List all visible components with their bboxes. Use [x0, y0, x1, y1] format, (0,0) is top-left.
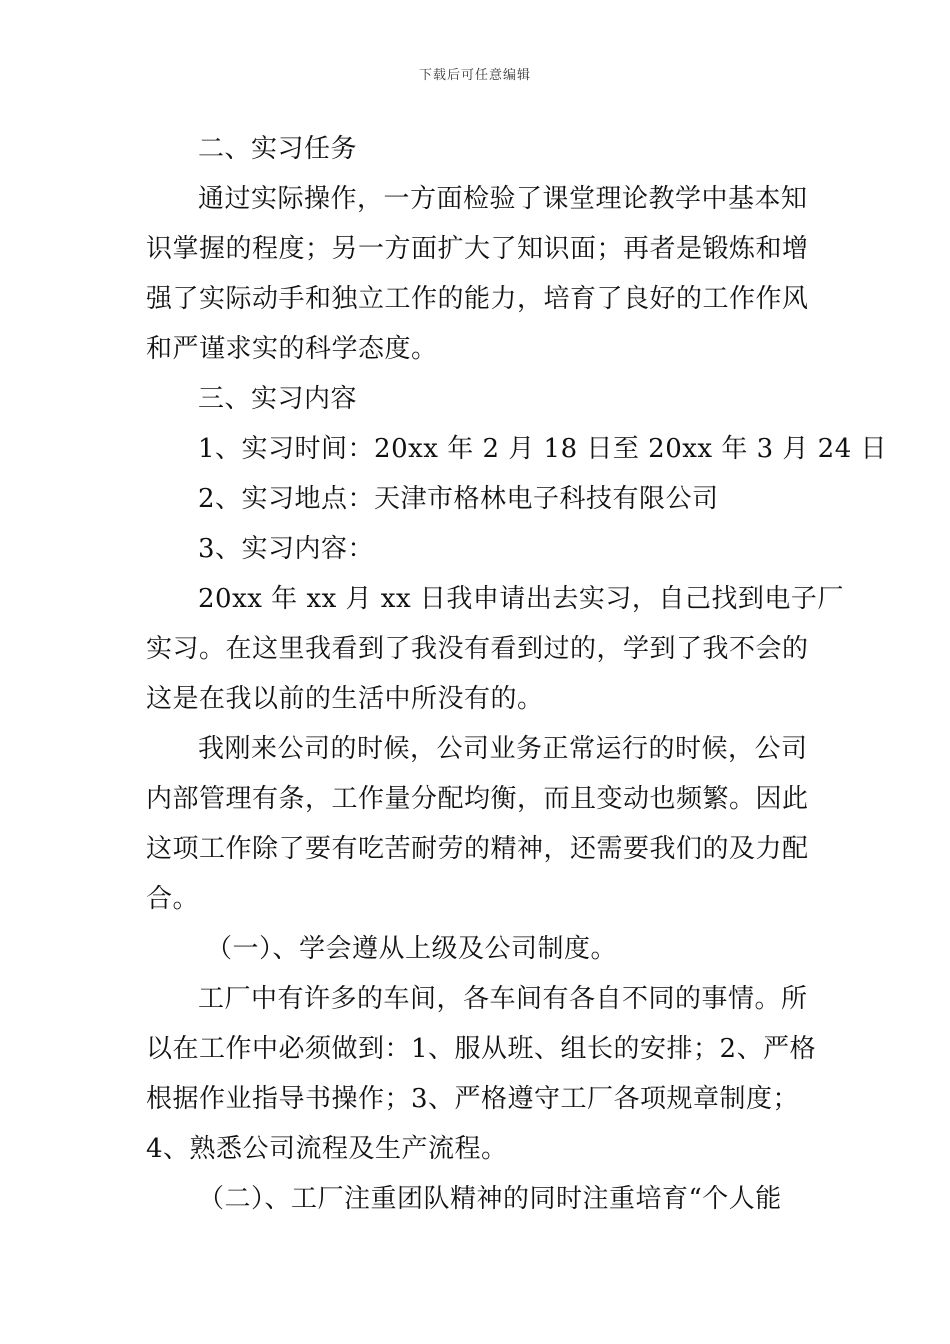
- text-line: 合。: [146, 884, 200, 914]
- text-line: 以在工作中必须做到：1、服从班、组长的安排；2、严格: [146, 1034, 817, 1064]
- text-line: 1、实习时间：20xx 年 2 月 18 日至 20xx 年 3 月 24 日: [198, 434, 888, 464]
- text-line: （一）、学会遵从上级及公司制度。: [206, 934, 618, 964]
- text-line: 这项工作除了要有吃苦耐劳的精神，还需要我们的及力配: [146, 834, 809, 864]
- text-line: 4、熟悉公司流程及生产流程。: [146, 1134, 508, 1164]
- text-line: 实习。在这里我看到了我没有看到过的，学到了我不会的: [146, 634, 809, 664]
- text-line: 和严谨求实的科学态度。: [146, 334, 438, 364]
- text-line: 2、实习地点：天津市格林电子科技有限公司: [198, 484, 719, 514]
- text-line: 强了实际动手和独立工作的能力，培育了良好的工作作风: [146, 284, 809, 314]
- text-line: 通过实际操作，一方面检验了课堂理论教学中基本知: [198, 184, 808, 214]
- text-line: 3、实习内容：: [198, 534, 375, 564]
- text-line: 我刚来公司的时候，公司业务正常运行的时候，公司: [198, 734, 808, 764]
- text-line: 工厂中有许多的车间，各车间有各自不同的事情。所: [198, 984, 808, 1014]
- text-line: 识掌握的程度；另一方面扩大了知识面；再者是锻炼和增: [146, 234, 809, 264]
- text-line: 这是在我以前的生活中所没有的。: [146, 684, 544, 714]
- text-line: 内部管理有条，工作量分配均衡，而且变动也频繁。因此: [146, 784, 809, 814]
- text-line: 三、实习内容: [198, 384, 358, 414]
- text-line: （二）、工厂注重团队精神的同时注重培育“个人能: [198, 1184, 782, 1214]
- text-line: 20xx 年 xx 月 xx 日我申请出去实习，自己找到电子厂: [198, 584, 844, 614]
- text-line: 根据作业指导书操作；3、严格遵守工厂各项规章制度；: [146, 1084, 800, 1114]
- text-line: 二、实习任务: [198, 134, 358, 164]
- document-body: [146, 124, 888, 1224]
- header-note: 下载后可任意编辑: [418, 68, 531, 83]
